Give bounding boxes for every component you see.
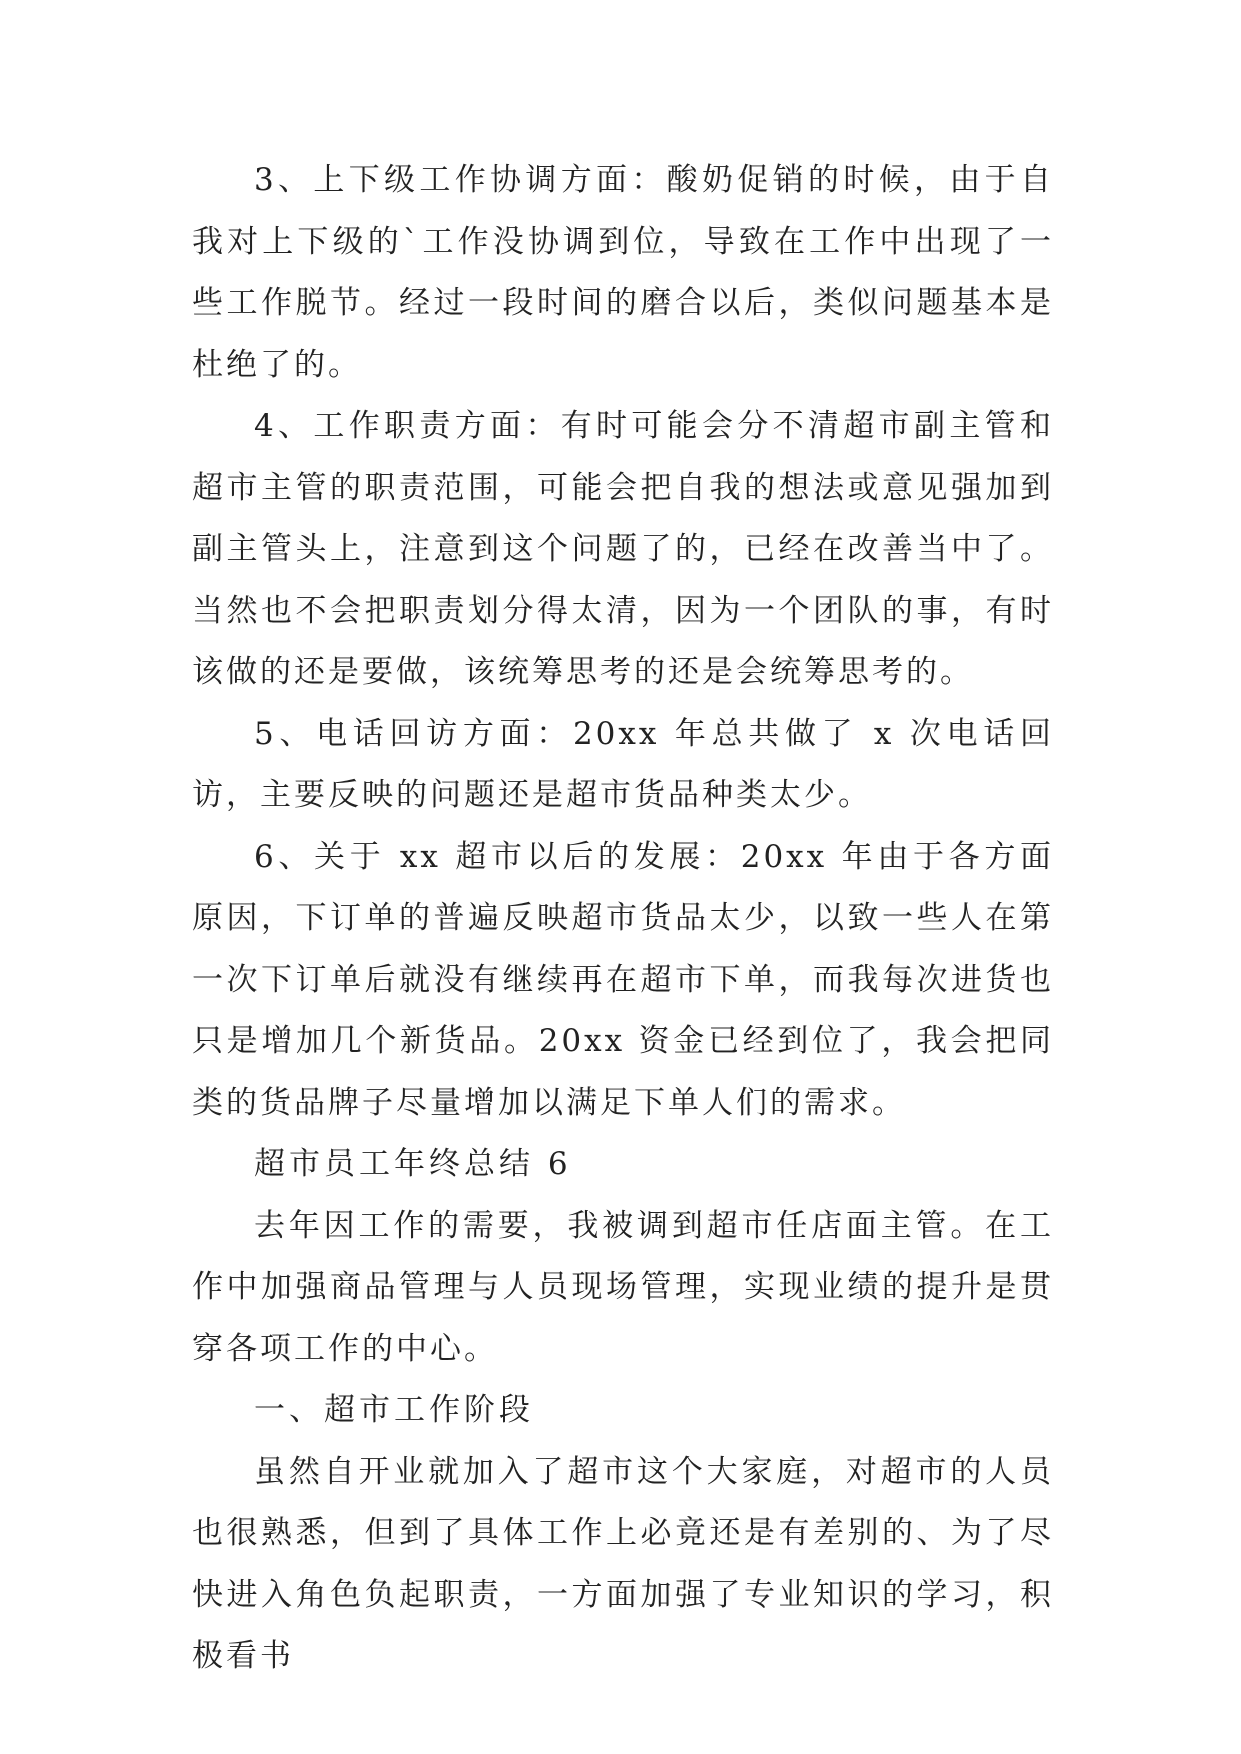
paragraph-future-development: 6、关于 xx 超市以后的发展：20xx 年由于各方面原因，下订单的普遍反映超市货品太少，以致一些人在第一次下订单后就没有继续再在超市下单，而我每次进货也只是增加几个新货品。20xx 资金已经到位了，我会把同类的货品牌子尽量增加以满足下单人们的需求。 xyxy=(192,838,1054,1121)
subsection-heading: 一、超市工作阶段 xyxy=(254,1392,534,1428)
paragraph-intro: 去年因工作的需要，我被调到超市任店面主管。在工作中加强商品管理与人员现场管理，实现业绩的提升是贯穿各项工作的中心。 xyxy=(192,1207,1054,1367)
document-body xyxy=(192,150,1054,1688)
paragraph-coordination: 3、上下级工作协调方面：酸奶促销的时候，由于自我对上下级的`工作没协调到位，导致在工作中出现了一些工作脱节。经过一段时间的磨合以后，类似问题基本是杜绝了的。 xyxy=(192,162,1054,383)
section-title: 超市员工年终总结 6 xyxy=(254,1146,572,1182)
paragraph-work-stage: 虽然自开业就加入了超市这个大家庭，对超市的人员也很熟悉，但到了具体工作上必竟还是有差别的、为了尽快进入角色负起职责，一方面加强了专业知识的学习，积极看书 xyxy=(192,1453,1054,1674)
paragraph-phone-followup: 5、电话回访方面：20xx 年总共做了 x 次电话回访，主要反映的问题还是超市货品种类太少。 xyxy=(192,715,1054,813)
paragraph-responsibilities: 4、工作职责方面：有时可能会分不清超市副主管和超市主管的职责范围，可能会把自我的想法或意见强加到副主管头上，注意到这个问题了的，已经在改善当中了。当然也不会把职责划分得太清，因为一个团队的事，有时该做的还是要做，该统筹思考的还是会统筹思考的。 xyxy=(192,408,1054,690)
